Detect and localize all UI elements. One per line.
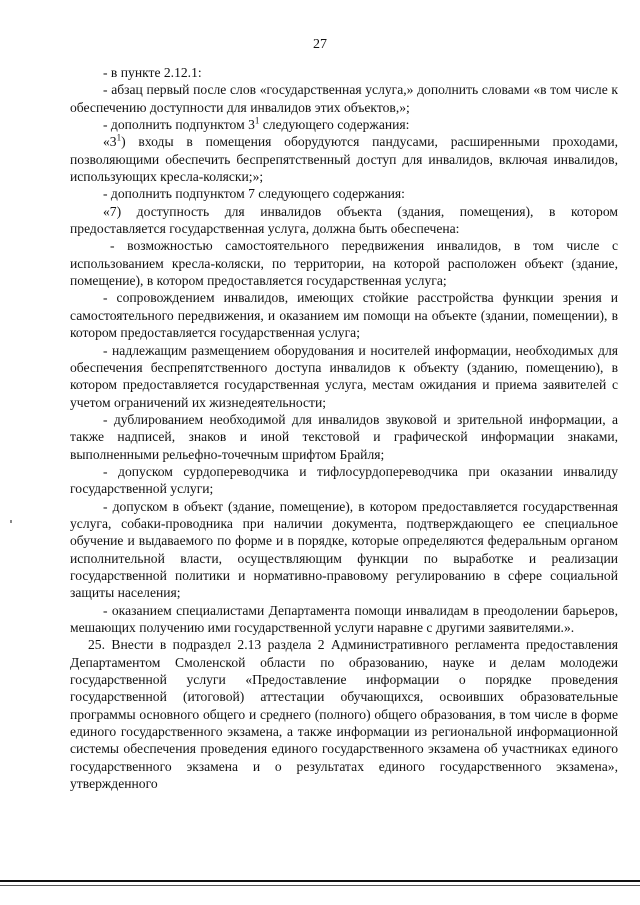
paragraph-abzac-first: - абзац первый после слов «государственная услуга,» дополнить словами «в том числе к обеспечению доступности для инвалидов этих объектов,»; xyxy=(70,82,618,115)
paragraph-assistance: - оказанием специалистами Департамента помощи инвалидам в преодолении барьеров, мешающих получению ими государственной услуги наравне с другими заявителями.». xyxy=(70,602,618,635)
paragraph-add-subitem-3-1 xyxy=(70,116,618,133)
text-fragment: следующего содержания: xyxy=(259,117,410,133)
superscript: 1 xyxy=(116,132,122,143)
paragraph-item-2-12-1: - в пункте 2.12.1: xyxy=(103,65,202,80)
scan-artifact xyxy=(10,520,12,523)
text-fragment: ) входы в помещения оборудуются пандусами, расширенными проходами, позволяющими обеспечить беспрепятственный доступ для инвалидов, включая инвалидов, использующих кресла-коляски;»; xyxy=(70,134,618,185)
paragraph-item-25: 25. Внести в подраздел 2.13 раздела 2 Административного регламента предоставления Департаментом Смоленской области по образованию, науке и делам молодежи государственной услуги «Предоставление информации о порядке проведения государственной (итоговой) аттестации обучающихся, освоивших образовательные программы основного общего и среднего (полного) общего образования, в том числе в форме единого государственного экзамена, а также информации из региональной информационной системы обеспечения проведения единого государственного экзамена об участниках единого государственного экзамена и о результатах единого государственного экзамена», утвержденного xyxy=(70,637,618,792)
paragraph-mobility: - возможностью самостоятельного передвижения инвалидов, в том числе с использованием кресла-коляски, по территории, на которой расположен объект (здание, помещение), в котором предоставляется государственная услуга; xyxy=(70,238,618,289)
paragraph-equipment: - надлежащим размещением оборудования и носителей информации, необходимых для обеспечения беспрепятственного доступа инвалидов к объекту (зданию, помещению), в котором предоставляется государственная услуга, местам ожидания и приема заявителей с учетом ограничений их жизнедеятельности; xyxy=(70,342,618,410)
paragraph-duplication: - дублированием необходимой для инвалидов звуковой и зрительной информации, а также надписей, знаков и иной текстовой и графической информации знаками, выполненными рельефно-точечным шрифтом Брайля; xyxy=(70,411,618,462)
bottom-border-line-thin xyxy=(0,885,640,886)
paragraph-subitem-7-text: «7) доступность для инвалидов объекта (здания, помещения), в котором предоставляется государственная услуга, должна быть обеспечена: xyxy=(70,203,618,237)
paragraph-escort: - сопровождением инвалидов, имеющих стойкие расстройства функции зрения и самостоятельного передвижения, и оказанием им помощи на объекте (здании, помещении), в котором предоставляется государственная услуга; xyxy=(70,290,618,341)
paragraph-subitem-3-1-text xyxy=(70,133,618,185)
text-fragment: - дополнить подпунктом 3 xyxy=(103,117,255,133)
bottom-border-line xyxy=(0,880,640,882)
paragraph-sign-language: - допуском сурдопереводчика и тифлосурдопереводчика при оказании инвалиду государственной услуги; xyxy=(70,463,618,497)
document-body xyxy=(70,64,618,792)
paragraph-add-subitem-7: - дополнить подпунктом 7 следующего содержания: xyxy=(103,186,405,202)
text-fragment: «3 xyxy=(103,134,117,150)
page-number: 27 xyxy=(313,37,327,52)
superscript: 1 xyxy=(254,115,260,126)
paragraph-guide-dog: - допуском в объект (здание, помещение), в котором предоставляется государственная услуга, собаки-проводника при наличии документа, подтверждающего ее специальное обучение и выдаваемого по форме и в порядке, которые определяются федеральным органом исполнительной власти, осуществляющим функции по выработке и реализации государственной политики и нормативно-правовому регулированию в сфере социальной защиты населения; xyxy=(70,498,618,601)
